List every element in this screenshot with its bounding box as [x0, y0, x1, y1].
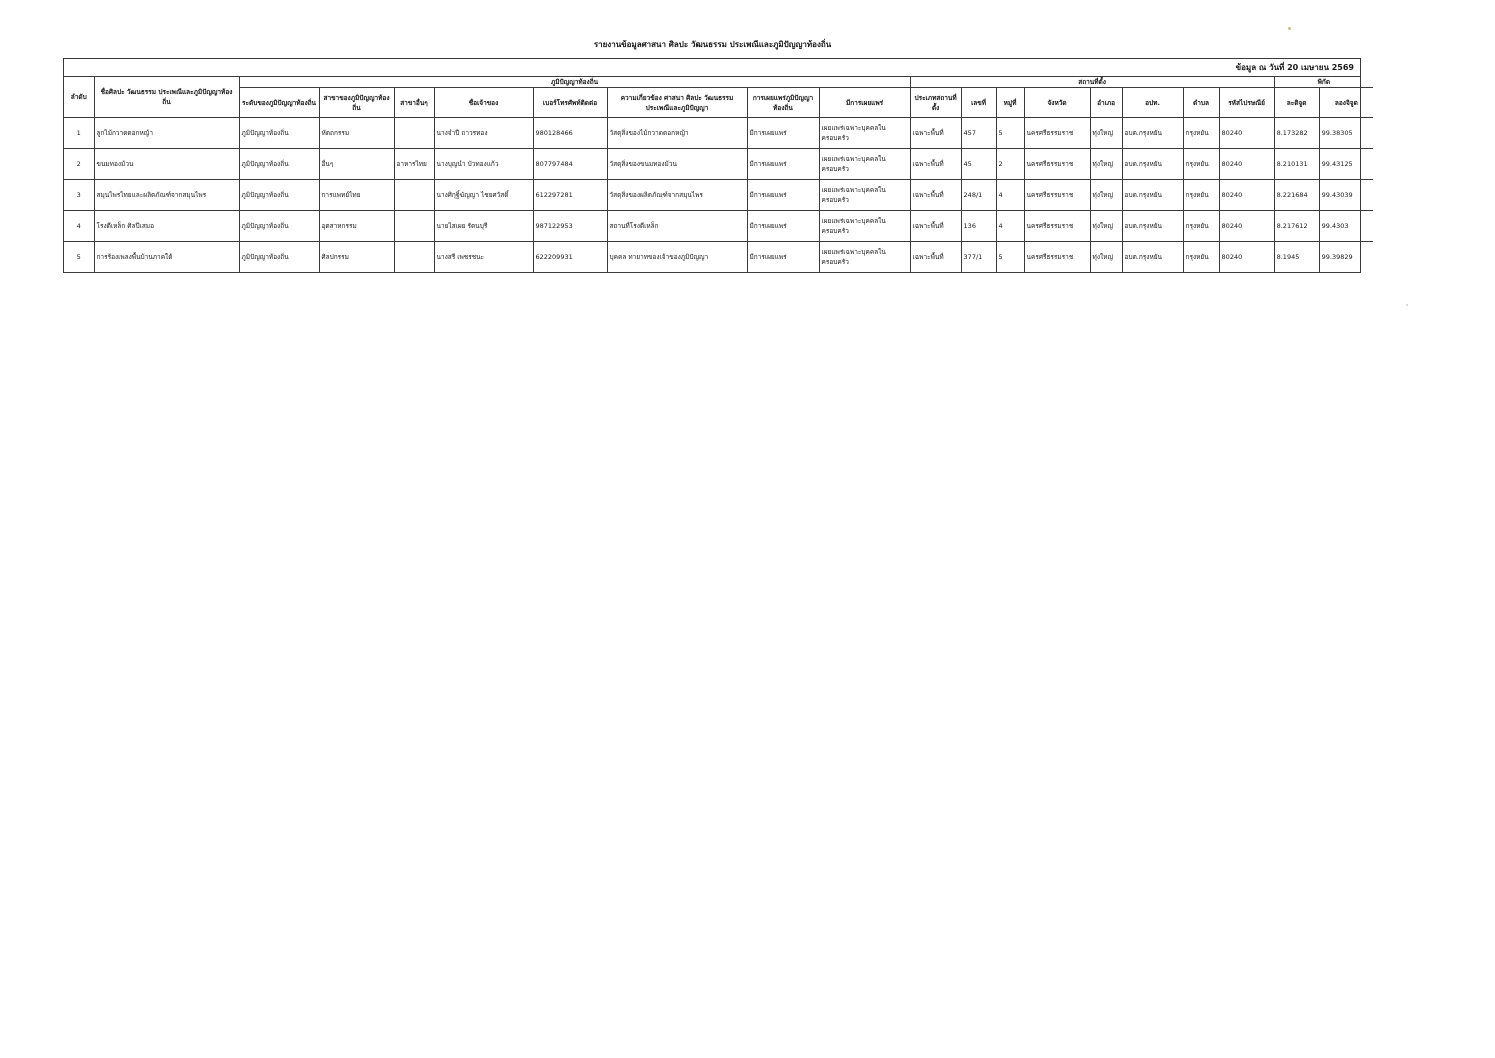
column-header: รหัสไปรษณีย์: [1219, 88, 1274, 118]
table-cell: ทุ่งใหญ่: [1090, 149, 1122, 180]
table-cell: เฉพาะพื้นที่: [910, 149, 961, 180]
column-header: อำเภอ: [1090, 88, 1122, 118]
table-cell: 457: [961, 118, 996, 149]
table-cell: 5: [64, 242, 94, 273]
table-cell: มีการเผยแพร่: [747, 149, 819, 180]
table-cell: อบต.กรุงหยัน: [1122, 180, 1183, 211]
column-header: ตำบล: [1183, 88, 1219, 118]
table-cell: ลูกไม้กวาดดอกหญ้า: [94, 118, 239, 149]
table-cell: วัสดุสิ่งของไม้กวาดดอกหญ้า: [607, 118, 747, 149]
table-cell: เฉพาะพื้นที่: [910, 242, 961, 273]
table-cell: อุตสาหกรรม: [319, 211, 394, 242]
column-header: อปท.: [1122, 88, 1183, 118]
table-cell: 8.173282: [1274, 118, 1319, 149]
table-cell: ภูมิปัญญาท้องถิ่น: [239, 180, 319, 211]
table-cell: 45: [961, 149, 996, 180]
table-cell: 5: [996, 118, 1024, 149]
table-cell: ทุ่งใหญ่: [1090, 180, 1122, 211]
table-cell: เผยแพร่เฉพาะบุคคลในครอบครัว: [819, 180, 910, 211]
table-cell: นางจำปี ถาวรทอง: [434, 118, 533, 149]
table-cell: 99.39829: [1319, 242, 1373, 273]
table-cell: หัตถกรรม: [319, 118, 394, 149]
table-cell: 4: [64, 211, 94, 242]
column-header: เลขที่: [961, 88, 996, 118]
table-cell: มีการเผยแพร่: [747, 118, 819, 149]
table-cell: ภูมิปัญญาท้องถิ่น: [239, 211, 319, 242]
column-header: ประเภทสถานที่ตั้ง: [910, 88, 961, 118]
table-cell: อบต.กรุงหยัน: [1122, 149, 1183, 180]
table-cell: กรุงหยัน: [1183, 118, 1219, 149]
table-row: [64, 118, 1373, 149]
table-cell: อื่นๆ: [319, 149, 394, 180]
table-cell: 377/1: [961, 242, 996, 273]
table-cell: ทุ่งใหญ่: [1090, 118, 1122, 149]
table-cell: สถานที่โรงตีเหล็ก: [607, 211, 747, 242]
header-group-wisdom: ภูมิปัญญาท้องถิ่น: [239, 77, 910, 88]
table-cell: 1: [64, 118, 94, 149]
table-cell: นางศิกุฐิ์ฆัญญา ไชยศวัสดิ์: [434, 180, 533, 211]
table-cell: [394, 118, 434, 149]
table-cell: ภูมิปัญญาท้องถิ่น: [239, 118, 319, 149]
table-cell: 80240: [1219, 149, 1274, 180]
table-cell: ทุ่งใหญ่: [1090, 242, 1122, 273]
table-cell: การแพทย์ไทย: [319, 180, 394, 211]
table-cell: นางสรี เพชรชนะ: [434, 242, 533, 273]
table-cell: กรุงหยัน: [1183, 149, 1219, 180]
table-cell: อบต.กรุงหยัน: [1122, 242, 1183, 273]
table-cell: มีการเผยแพร่: [747, 242, 819, 273]
column-header: ละติจูด: [1274, 88, 1319, 118]
table-cell: 136: [961, 211, 996, 242]
column-header: ลองจิจูด: [1319, 88, 1373, 118]
column-header: มีการเผยแพร่: [819, 88, 910, 118]
table-cell: 99.4303: [1319, 211, 1373, 242]
table-cell: [394, 242, 434, 273]
table-cell: 80240: [1219, 211, 1274, 242]
table-cell: เฉพาะพื้นที่: [910, 118, 961, 149]
table-cell: เผยแพร่เฉพาะบุคคลในครอบครัว: [819, 211, 910, 242]
table-cell: ทุ่งใหญ่: [1090, 211, 1122, 242]
table-cell: โรงตีเหล็ก ศิลปีเสมอ: [94, 211, 239, 242]
table-cell: ขนมทองม้วน: [94, 149, 239, 180]
table-cell: อบต.กรุงหยัน: [1122, 118, 1183, 149]
header-name: ชื่อศิลปะ วัฒนธรรม ประเพณีและภูมิปัญญาท้องถิ่น: [94, 77, 239, 118]
table-cell: เฉพาะพื้นที่: [910, 180, 961, 211]
report-sheet: [63, 58, 1361, 273]
table-cell: [394, 180, 434, 211]
table-row: [64, 149, 1373, 180]
table-row: [64, 211, 1373, 242]
table-cell: นครศรีธรรมราช: [1024, 211, 1090, 242]
table-cell: มีการเผยแพร่: [747, 180, 819, 211]
table-row: [64, 180, 1373, 211]
table-cell: 99.43125: [1319, 149, 1373, 180]
table-cell: ภูมิปัญญาท้องถิ่น: [239, 242, 319, 273]
table-cell: 8.217612: [1274, 211, 1319, 242]
table-cell: กรุงหยัน: [1183, 242, 1219, 273]
column-header: ระดับของภูมิปัญญาท้องถิ่น: [239, 88, 319, 118]
table-cell: 8.210131: [1274, 149, 1319, 180]
table-cell: 807797484: [533, 149, 607, 180]
table-cell: [394, 211, 434, 242]
table-cell: นครศรีธรรมราช: [1024, 149, 1090, 180]
table-cell: ภูมิปัญญาท้องถิ่น: [239, 149, 319, 180]
table-cell: นางบุญนำ บัวทองแก้ว: [434, 149, 533, 180]
report-table: [64, 77, 1373, 272]
table-cell: ศิลปกรรม: [319, 242, 394, 273]
header-group-location: สถานที่ตั้ง: [910, 77, 1274, 88]
table-cell: นครศรีธรรมราช: [1024, 118, 1090, 149]
table-cell: อาหารไทย: [394, 149, 434, 180]
column-header: สาขาของภูมิปัญญาท้องถิ่น: [319, 88, 394, 118]
table-cell: วัสดุสิ่งของขนมทองม้วน: [607, 149, 747, 180]
table-cell: เฉพาะพื้นที่: [910, 211, 961, 242]
table-cell: 80240: [1219, 242, 1274, 273]
table-cell: 5: [996, 242, 1024, 273]
column-header: เบอร์โทรศัพท์ติดต่อ: [533, 88, 607, 118]
table-cell: 4: [996, 180, 1024, 211]
table-cell: 99.43039: [1319, 180, 1373, 211]
table-cell: มีการเผยแพร่: [747, 211, 819, 242]
table-cell: บุคคล ทายาทของเจ้าของภูมิปัญญา: [607, 242, 747, 273]
table-cell: 3: [64, 180, 94, 211]
table-cell: เผยแพร่เฉพาะบุคคลในครอบครัว: [819, 118, 910, 149]
table-cell: เผยแพร่เฉพาะบุคคลในครอบครัว: [819, 149, 910, 180]
scan-speck: [1288, 27, 1291, 30]
table-cell: 612297281: [533, 180, 607, 211]
column-header: หมู่ที่: [996, 88, 1024, 118]
table-cell: นครศรีธรรมราช: [1024, 180, 1090, 211]
column-header: ความเกี่ยวข้อง ศาสนา ศิลปะ วัฒนธรรม ประเพณีและภูมิปัญญา: [607, 88, 747, 118]
table-cell: การร้องเพลงพื้นบ้านภาคใต้: [94, 242, 239, 273]
page-title: รายงานข้อมูลศาสนา ศิลปะ วัฒนธรรม ประเพณีและภูมิปัญญาท้องถิ่น: [593, 40, 832, 49]
table-cell: 8.221684: [1274, 180, 1319, 211]
header-no: ลำดับ: [64, 77, 94, 118]
table-cell: นายไสเผย รัตนบุรี: [434, 211, 533, 242]
table-cell: กรุงหยัน: [1183, 180, 1219, 211]
table-row: [64, 242, 1373, 273]
table-cell: 980128466: [533, 118, 607, 149]
table-cell: เผยแพร่เฉพาะบุคคลในครอบครัว: [819, 242, 910, 273]
header-group-coords: พิกัด: [1274, 77, 1373, 88]
table-cell: 80240: [1219, 118, 1274, 149]
column-header: สาขาอื่นๆ: [394, 88, 434, 118]
table-cell: สมุนไพรไทยและผลิตภัณฑ์จากสมุนไพร: [94, 180, 239, 211]
scan-speck: [1406, 304, 1408, 306]
column-header: การเผยแพร่ภูมิปัญญาท้องถิ่น: [747, 88, 819, 118]
table-cell: นครศรีธรรมราช: [1024, 242, 1090, 273]
table-cell: 80240: [1219, 180, 1274, 211]
table-cell: 99.38305: [1319, 118, 1373, 149]
table-cell: 622209931: [533, 242, 607, 273]
table-cell: 248/1: [961, 180, 996, 211]
table-cell: 8.1945: [1274, 242, 1319, 273]
table-cell: 2: [64, 149, 94, 180]
table-cell: วัสดุสิ่งของผลิตภัณฑ์จากสมุนไพร: [607, 180, 747, 211]
table-cell: 2: [996, 149, 1024, 180]
report-date: ข้อมูล ณ วันที่ 20 เมษายน 2569: [64, 59, 1360, 77]
table-cell: กรุงหยัน: [1183, 211, 1219, 242]
table-cell: 4: [996, 211, 1024, 242]
column-header: จังหวัด: [1024, 88, 1090, 118]
column-header: ชื่อเจ้าของ: [434, 88, 533, 118]
table-cell: อบต.กรุงหยัน: [1122, 211, 1183, 242]
table-cell: 987122953: [533, 211, 607, 242]
